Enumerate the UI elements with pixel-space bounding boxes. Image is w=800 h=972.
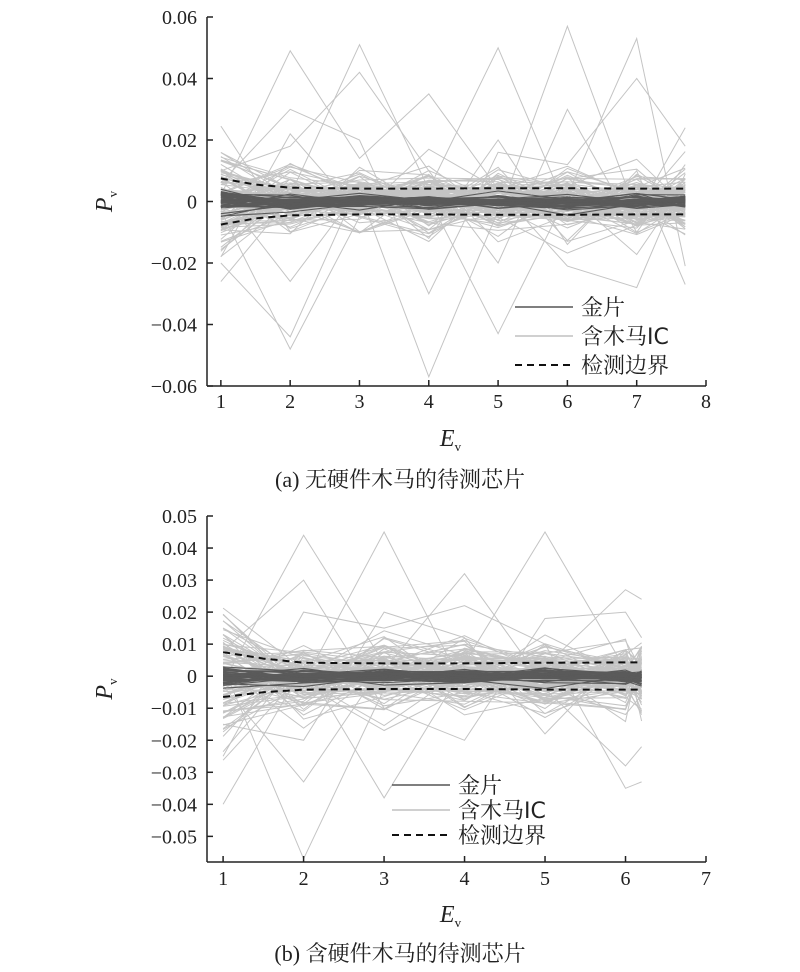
x-axis-label-subscript: v <box>454 439 462 454</box>
y-tick-label: 0.04 <box>162 68 197 91</box>
y-axis-label-subscript: v <box>105 678 120 685</box>
chart-panel-a <box>92 7 711 492</box>
y-tick-label: 0.04 <box>162 538 197 561</box>
x-tick-label: 1 <box>215 391 226 413</box>
y-tick-label: 0 <box>187 191 197 214</box>
x-axis-label-main: E <box>439 902 455 928</box>
legend <box>515 296 669 379</box>
x-tick-label: 1 <box>218 868 229 890</box>
y-axis-label <box>92 678 120 701</box>
y-tick-label: −0.03 <box>150 762 197 785</box>
x-tick-label: 5 <box>493 391 504 413</box>
x-tick-label: 4 <box>459 868 470 890</box>
trojan-ic-outlier-line <box>221 51 685 199</box>
x-tick-label: 3 <box>354 391 365 413</box>
y-tick-label: −0.02 <box>150 730 197 753</box>
chart-panel-b <box>92 506 711 966</box>
legend-label: 金片 <box>458 774 503 799</box>
y-tick-label: 0.01 <box>162 634 197 657</box>
legend-label: 含木马IC <box>581 325 669 350</box>
x-axis-label <box>439 426 462 454</box>
x-tick-label: 7 <box>701 868 711 890</box>
x-tick-label: 3 <box>379 868 390 890</box>
y-tick-label: 0.05 <box>162 506 197 528</box>
y-tick-label: −0.04 <box>150 794 197 817</box>
legend-label: 检测边界 <box>581 354 670 379</box>
x-tick-label: 6 <box>562 391 573 413</box>
x-tick-label: 7 <box>631 391 642 413</box>
x-axis-label-main: E <box>439 426 455 452</box>
y-tick-label: −0.01 <box>150 698 197 721</box>
y-tick-label: 0 <box>187 666 197 689</box>
y-axis-label <box>92 190 120 213</box>
x-tick-label: 8 <box>701 391 711 413</box>
x-tick-label: 5 <box>540 868 551 890</box>
legend <box>392 774 546 849</box>
x-tick-label: 4 <box>423 391 434 413</box>
x-tick-label: 6 <box>620 868 631 890</box>
legend-label: 金片 <box>581 296 626 321</box>
figure-caption: (b) 含硬件木马的待测芯片 <box>274 941 526 966</box>
x-axis-label <box>439 902 462 930</box>
x-tick-label: 2 <box>285 391 296 413</box>
x-axis-label-subscript: v <box>454 915 462 930</box>
y-tick-label: 0.03 <box>162 570 197 593</box>
x-tick-label: 2 <box>298 868 309 890</box>
y-tick-label: 0.02 <box>162 130 197 152</box>
y-axis-label-subscript: v <box>105 190 120 198</box>
y-tick-label: −0.06 <box>150 376 197 398</box>
y-axis-label-main: P <box>92 684 118 700</box>
y-tick-label: −0.02 <box>150 253 197 275</box>
legend-label: 含木马IC <box>458 799 546 824</box>
y-axis-label-main: P <box>92 197 118 213</box>
legend-label: 检测边界 <box>458 824 547 849</box>
y-tick-label: −0.04 <box>150 314 197 337</box>
figure-caption: (a) 无硬件木马的待测芯片 <box>275 467 525 492</box>
y-tick-label: 0.06 <box>162 7 197 29</box>
y-tick-label: −0.05 <box>150 826 197 849</box>
y-tick-label: 0.02 <box>162 602 197 625</box>
